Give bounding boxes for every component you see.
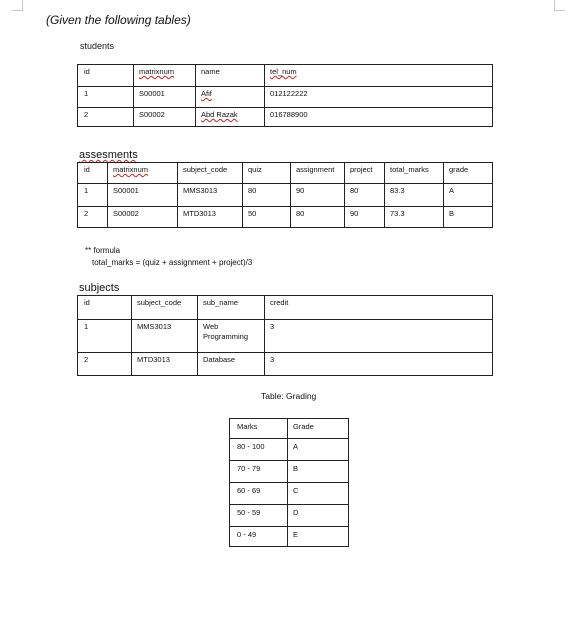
table-cell: 1: [84, 322, 89, 331]
grading-caption: Table: Grading: [261, 391, 317, 401]
table-cell: 73.3: [390, 209, 405, 218]
table-cell: 2: [84, 209, 89, 218]
table-cell: 80: [248, 186, 257, 195]
table-cell: 80 - 100: [237, 442, 265, 451]
formula-text: total_marks = (quiz + assignment + project)/3: [92, 258, 253, 267]
table-cell: Web Programming: [203, 322, 249, 341]
table-cell: 90: [296, 186, 305, 195]
column-divider: [290, 163, 291, 227]
table-cell: A: [293, 442, 299, 451]
column-divider: [264, 65, 265, 126]
column-divider: [177, 163, 178, 227]
table-cell: C: [293, 486, 299, 495]
table-cell: Database: [203, 355, 236, 364]
table-cell: 70 - 79: [237, 464, 261, 473]
table-cell: 83.3: [390, 186, 405, 195]
table-cell: S00001: [113, 186, 139, 195]
table-row: [230, 504, 348, 505]
table-cell: 80: [350, 186, 359, 195]
table-cell: 1: [84, 186, 89, 195]
table-cell: MTD3013: [137, 355, 170, 364]
column-divider: [264, 296, 265, 375]
table-cell: 80: [296, 209, 305, 218]
column-divider: [131, 296, 132, 375]
header-cell: name: [201, 67, 220, 76]
formula-label: ** formula: [85, 246, 121, 255]
header-cell: subject_code: [137, 298, 182, 307]
column-divider: [384, 163, 385, 227]
table-cell: 50: [248, 209, 257, 218]
table-cell: S00002: [113, 209, 139, 218]
table-row: [230, 438, 348, 439]
header-cell: Marks: [237, 422, 258, 431]
header-cell: subject_code: [183, 165, 228, 174]
header-cell: tel_num: [270, 67, 297, 76]
assessments-caption: assesments: [79, 149, 138, 161]
page-corner-mark: [554, 0, 565, 11]
header-cell: matrixnum: [139, 67, 175, 76]
table-cell: Abd Razak: [201, 110, 238, 119]
column-divider: [195, 65, 196, 126]
subjects-table: [77, 295, 493, 376]
page-corner-mark: [12, 0, 23, 11]
column-divider: [197, 296, 198, 375]
table-row: [230, 460, 348, 461]
table-row: [230, 482, 348, 483]
table-cell: MTD3013: [183, 209, 216, 218]
table-cell: B: [293, 464, 299, 473]
column-divider: [344, 163, 345, 227]
column-divider: [107, 163, 108, 227]
header-cell: credit: [270, 298, 289, 307]
table-cell: B: [449, 209, 455, 218]
header-cell: project: [350, 165, 373, 174]
table-cell: A: [449, 186, 455, 195]
table-cell: 012122222: [270, 89, 308, 98]
header-cell: sub_name: [203, 298, 239, 307]
header-cell: grade: [449, 165, 469, 174]
students-caption: students: [80, 41, 115, 51]
subjects-caption: subjects: [79, 282, 120, 294]
table-cell: MMS3013: [183, 186, 218, 195]
table-cell: 50 - 59: [237, 508, 261, 517]
table-cell: 2: [84, 110, 89, 119]
table-cell: S00001: [139, 89, 165, 98]
table-cell: 3: [270, 322, 275, 331]
table-cell: MMS3013: [137, 322, 172, 331]
table-row: [230, 526, 348, 527]
table-cell: 016788900: [270, 110, 308, 119]
header-cell: quiz: [248, 165, 262, 174]
table-cell: 1: [84, 89, 89, 98]
table-cell: 3: [270, 355, 275, 364]
table-cell: S00002: [139, 110, 165, 119]
header-cell: Grade: [293, 422, 314, 431]
table-cell: D: [293, 508, 299, 517]
header-cell: id: [84, 165, 90, 174]
table-cell: 2: [84, 355, 89, 364]
header-cell: total_marks: [390, 165, 429, 174]
header-cell: matrixnum: [113, 165, 149, 174]
table-cell: 90: [350, 209, 359, 218]
grading-table: [229, 418, 349, 547]
table-cell: 60 - 69: [237, 486, 261, 495]
students-table: [77, 64, 493, 127]
header-cell: id: [84, 298, 90, 307]
table-cell: E: [293, 530, 299, 539]
header-cell: assignment: [296, 165, 335, 174]
table-cell: 0 - 49: [237, 530, 257, 539]
column-divider: [242, 163, 243, 227]
column-divider: [287, 419, 288, 546]
column-divider: [443, 163, 444, 227]
column-divider: [133, 65, 134, 126]
page-heading: (Given the following tables): [46, 13, 191, 27]
header-cell: id: [84, 67, 90, 76]
table-cell: Afif: [201, 89, 212, 98]
assessments-table: [77, 162, 493, 228]
